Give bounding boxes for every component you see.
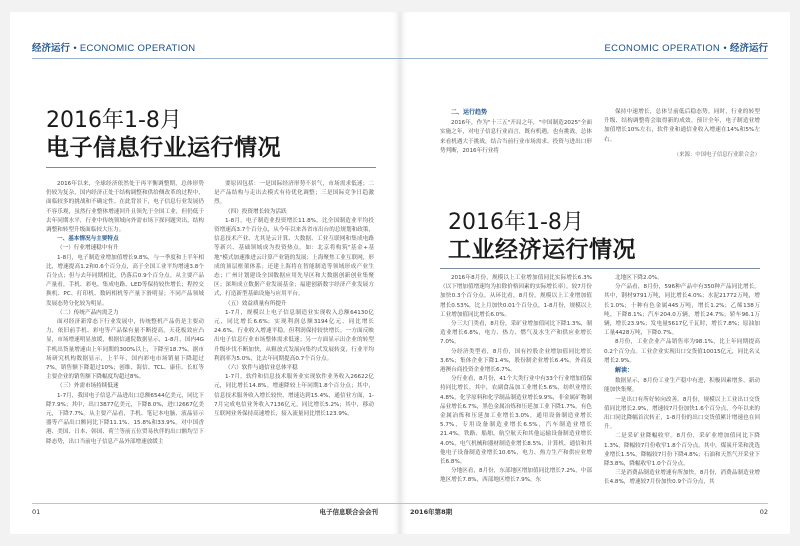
paragraph: 分地区看，8月份，东部地区增加值同比增长7.2%，中部地区增长7.8%，西部地区增长7.9%，东 bbox=[440, 468, 592, 484]
article-title-date: 2016年1-8月 bbox=[46, 108, 182, 133]
header-section-en: ECONOMIC OPERATION bbox=[79, 43, 196, 54]
title-divider bbox=[440, 268, 760, 269]
issue-label: 2016年第8期 bbox=[410, 508, 453, 516]
sub-heading: （四）投资增长较为活跃 bbox=[225, 208, 287, 215]
header-section-cn: 经济运行 bbox=[32, 43, 71, 54]
journal-name: 电子信息联合会会刊 bbox=[319, 508, 378, 516]
sub-heading: （三）外需市场持续低迷 bbox=[57, 383, 119, 390]
paragraph: 分行业看，8月份，41个大类行业中有33个行业增加值保持同比增长。其中，农副食品加工业增长5.6%，纺织业增长4.8%，化学原料和化学制品制造业增长9.9%，非金属矿物制品业增长6.7%，黑色金属冶炼和压延加工业下降1.7%，有色金属冶炼和压延加工业增长3.0%，通用设备制造业增长5.7%，专用设备制造业增长6.5%，汽车制造业增长21.4%，铁路、船舶、航空航天和其他运输设备制造业增长4.0%，电气机械和器材制造业增长8.5%，计算机、通信和其他电子设备制造业增长10.6%，电力、热力生产和供应业增长6.8%。 bbox=[440, 376, 592, 466]
sub-heading: （二）传统产品内需乏力 bbox=[57, 309, 119, 316]
footer-divider bbox=[400, 503, 768, 504]
article-title bbox=[448, 210, 636, 264]
paragraph: 保持中速增长，总体呈前低后稳态势。同时，行业的转型升级、结构调整将会取得新的成效。预计全年，电子制造业增加值增长10%左右，软件业和通信业收入增速在14%和5%左右。 bbox=[604, 109, 760, 143]
paragraph: 数据显示，8月份工业生产稳中有进，积极因素增多，新动能加快集聚。 bbox=[604, 378, 760, 394]
article-column-1 bbox=[440, 274, 592, 500]
page-header: 经济运行 • ECONOMIC OPERATION bbox=[32, 43, 196, 54]
continued-column-2 bbox=[604, 108, 760, 168]
sub-heading: （六）软件与通信业总体平稳 bbox=[225, 365, 298, 372]
paragraph: 1-8月，电子制造业投资增长11.8%，比全国制造业平均投资增速高3.7个百分点，从今年以来各省市出台的总规划和政策，信息技术产业、尤其是云计算、大数据、工业互联网和集成电路等新兴、基础领域成为投资热点。如：北京将构筑"基金+基地"模式加速推进云计算产业链的发展；上海聚焦工业互联网，形成的顶层框架体系；还建上海将在智能制造等领域形成产业生态；广州计划建设全国数据应用先导区和大数据创新创业集聚区；深圳成立数据产业发展基金；福建创新数字经济产业发展方式，打造新型基础设施与应用平台。 bbox=[214, 217, 374, 298]
paragraph: 1-7月，我国电子信息产品进出口总额6544亿美元，同比下降7.9%；其中，出口3877亿美元，下降8.0%，进口2667亿美元，下降7.7%。从主要产品看，手机、笔记本电脑、液晶显示器等产品出口额同比下降11.1%、15.8%和33.9%。对中国香港、美国、日本、韩国、荷兰等前五位贸易伙伴的出口额均呈下降态势，出口当前电子信息产品外部增速放缓主 bbox=[46, 392, 204, 445]
page-header: ECONOMIC OPERATION • 经济运行 bbox=[604, 43, 768, 54]
paragraph: 北地区下降2.0%。 bbox=[615, 275, 663, 281]
continued-column-1 bbox=[440, 108, 592, 168]
sub-heading: （五）效益质量有所提升 bbox=[225, 300, 287, 307]
paragraph: 面对经济新常态下行业发展中，传统整机产品仍是主要动力，依旧前手机、彩电等产品保有量不断提高，天花板效应凸显，市场增速明显放缓，根据信通院数据显示，1-8月，国内4G手机出货量增速由上年同期的300%以上，下降至18.7%。据市场研究机构数据显示，上半年，国内彩电市场销量下降超过7%，销售额下降超过10%；创维、海信、TCL、康佳、长虹等主要企业的销售额下降幅度均超过8%。 bbox=[46, 319, 204, 381]
section-heading: 二、运行趋势 bbox=[451, 109, 488, 116]
paragraph: 8月份，工业企业产品销售率为98.1%，比上年同期提高0.2个百分点。工业企业实现出口交货值10015亿元，同比名义增长2.9%。 bbox=[604, 339, 760, 364]
paragraph: 一是出口有所好转向改善。8月份，规模以上工业出口交货值同比增长2.9%，增速较7月份加快1.6个百分点，今年以来的出口同比降幅首次转正，1-8月份的出口交货值累计增速也在回升。 bbox=[604, 396, 760, 431]
title-divider bbox=[46, 167, 376, 168]
right-page bbox=[400, 12, 790, 534]
paragraph: 三是消费品制造业增速有所加快。8月份，消费品制造业增长4.8%，增速较7月份加快0.9个百分点，其 bbox=[604, 470, 760, 486]
paragraph: 1-8月，电子制造业增加值增长9.8%，与一季度和上半年相比，增速提高1.2和0.6个百分点，高于全国工业平均增速3.8个百分点；但与去年同期相比，仍落后0.9个百分点。从主要产品产量看，手机、彩电、集成电路、LED等保持较快增长；程控交换机、PC、打印机、数码相机等产量下滑明显；不同产品领域发展态势分化较为明显。 bbox=[46, 254, 204, 307]
paragraph: 2016年8月份，规模以上工业增加值同比实际增长6.3%（以下增加值增速均为扣除价格因素的实际增长率），较7月份加快0.3个百分点。从环比看，8月份，规模以上工业增加值增长0.53%，比上月加快0.01个百分点。1-8月份，规模以上工业增加值同比增长6.0%。 bbox=[440, 275, 592, 318]
page-number: 01 bbox=[32, 508, 41, 516]
article-column-2 bbox=[214, 180, 374, 500]
paragraph: 1-7月，软件和信息技术服务业实现软件业务收入26622亿元，同比增长14.8%。增速降较上年同期1.8个百分点；其中，信息技术服务收入增长较快，增速达到15.4%，通信业方面，1-7月完成电信业务收入7136亿元，同比增长5.2%；其中，移动互联网业务保持高速增长，接入流量同比增长123.9%。 bbox=[214, 374, 374, 418]
section-heading: 解读： bbox=[615, 367, 634, 375]
header-section-en: ECONOMIC OPERATION bbox=[604, 43, 721, 54]
left-page bbox=[10, 12, 400, 534]
header-divider bbox=[400, 58, 768, 59]
paragraph: 分三大门类看，8月份，采矿业增加值同比下降1.3%，制造业增长6.8%，电力、热力、燃气及水生产和供应业增长7.0%。 bbox=[440, 321, 592, 346]
article-column-2 bbox=[604, 274, 760, 500]
source-note: （来源：中国电子信息行业联合会） bbox=[673, 151, 760, 158]
article-column-1 bbox=[46, 180, 204, 500]
sub-heading: （一）行业增速稳中有升 bbox=[57, 245, 119, 252]
footer-divider bbox=[32, 503, 400, 504]
paragraph: 分经济类型看，8月份，国有控股企业增加值同比增长3.6%；集体企业下降1.4%，股份制企业增长6.4%，外商及港澳台商投资企业增长6.7%。 bbox=[440, 348, 592, 374]
article-title-name: 工业经济运行情况 bbox=[448, 237, 636, 263]
page-number: 02 bbox=[759, 508, 768, 516]
article-title-name: 电子信息行业运行情况 bbox=[46, 135, 281, 161]
paragraph: 二是采矿业降幅收窄。8月份，采矿业增加值同比下降1.3%，降幅较7月份收窄1.8个百分点。其中，煤炭开采和洗选业增长1.5%，降幅较7月份下降4.8%；石油和天然气开采业下降3.8%，降幅收窄1.0个百分点。 bbox=[604, 433, 760, 468]
header-section-cn: 经济运行 bbox=[729, 43, 768, 54]
paragraph: 2016年，作为"十三五"开局之年，"中国制造2025"全面实施之年，对电子信息行业而言，既有机遇，也有挑战，总体来看机遇大于挑战，结合当前行业市场需求、投资与进出口形势判断，2016年行业将 bbox=[440, 120, 592, 154]
article-title-date: 2016年1-8月 bbox=[448, 210, 584, 235]
header-divider bbox=[32, 58, 400, 59]
paragraph: 分产品看，8月份，596种产品中有350种产品同比增长。其中，钢材9791万吨，同比增长4.0%；水泥21772万吨，增长1.0%；十种有色金属445万吨，增长1.2%；乙烯138万吨，下降8.1%；汽车204.0万辆，增长24.7%；轿车96.1万辆，增长23.9%；发电量5617亿千瓦时，增长7.8%；原油加工量4428万吨，下降0.7%。 bbox=[604, 284, 760, 337]
paragraph: 1-7月，规模以上电子信息制造业实现收入总额64130亿元，同比增长6.6%；实现利润总额3194亿元，同比增长24.6%。行业收入增速平稳，但利润保持较快增长。一方面反映出电子信息行业市场整体需求低迷；另一方面显示出企业的转型升级步伐不断加快，从粗放式发展向集约式发展转变，行业平均利润率为5.0%，比去年同期提高0.7个百分点。 bbox=[214, 309, 374, 362]
section-heading: 一、基本情况与主要特点 bbox=[57, 236, 119, 243]
paragraph: 要原因包括：一是国际经济形势不景气，市场需求低迷；二是产品结构与走出去模式有待优化调整；三是国际竞争日趋激烈。 bbox=[214, 181, 374, 206]
paragraph: 2016年以来，全球经济依然处于再平衡调整期，总体形势仍较为复杂，国内经济正处于结构调整和供给侧改革的过程中，面临较多的挑战和不确定性。在此背景下，电子信息行业发展仍不容乐观，虽然行业整体增速回升且领先于全国工业，但仍低于去年同期水平，行业中传统领域向外需市场下探问题突出，结构调整和转型升级面临较大压力。 bbox=[46, 181, 204, 234]
article-title bbox=[46, 108, 281, 162]
magazine-spread bbox=[10, 12, 790, 534]
